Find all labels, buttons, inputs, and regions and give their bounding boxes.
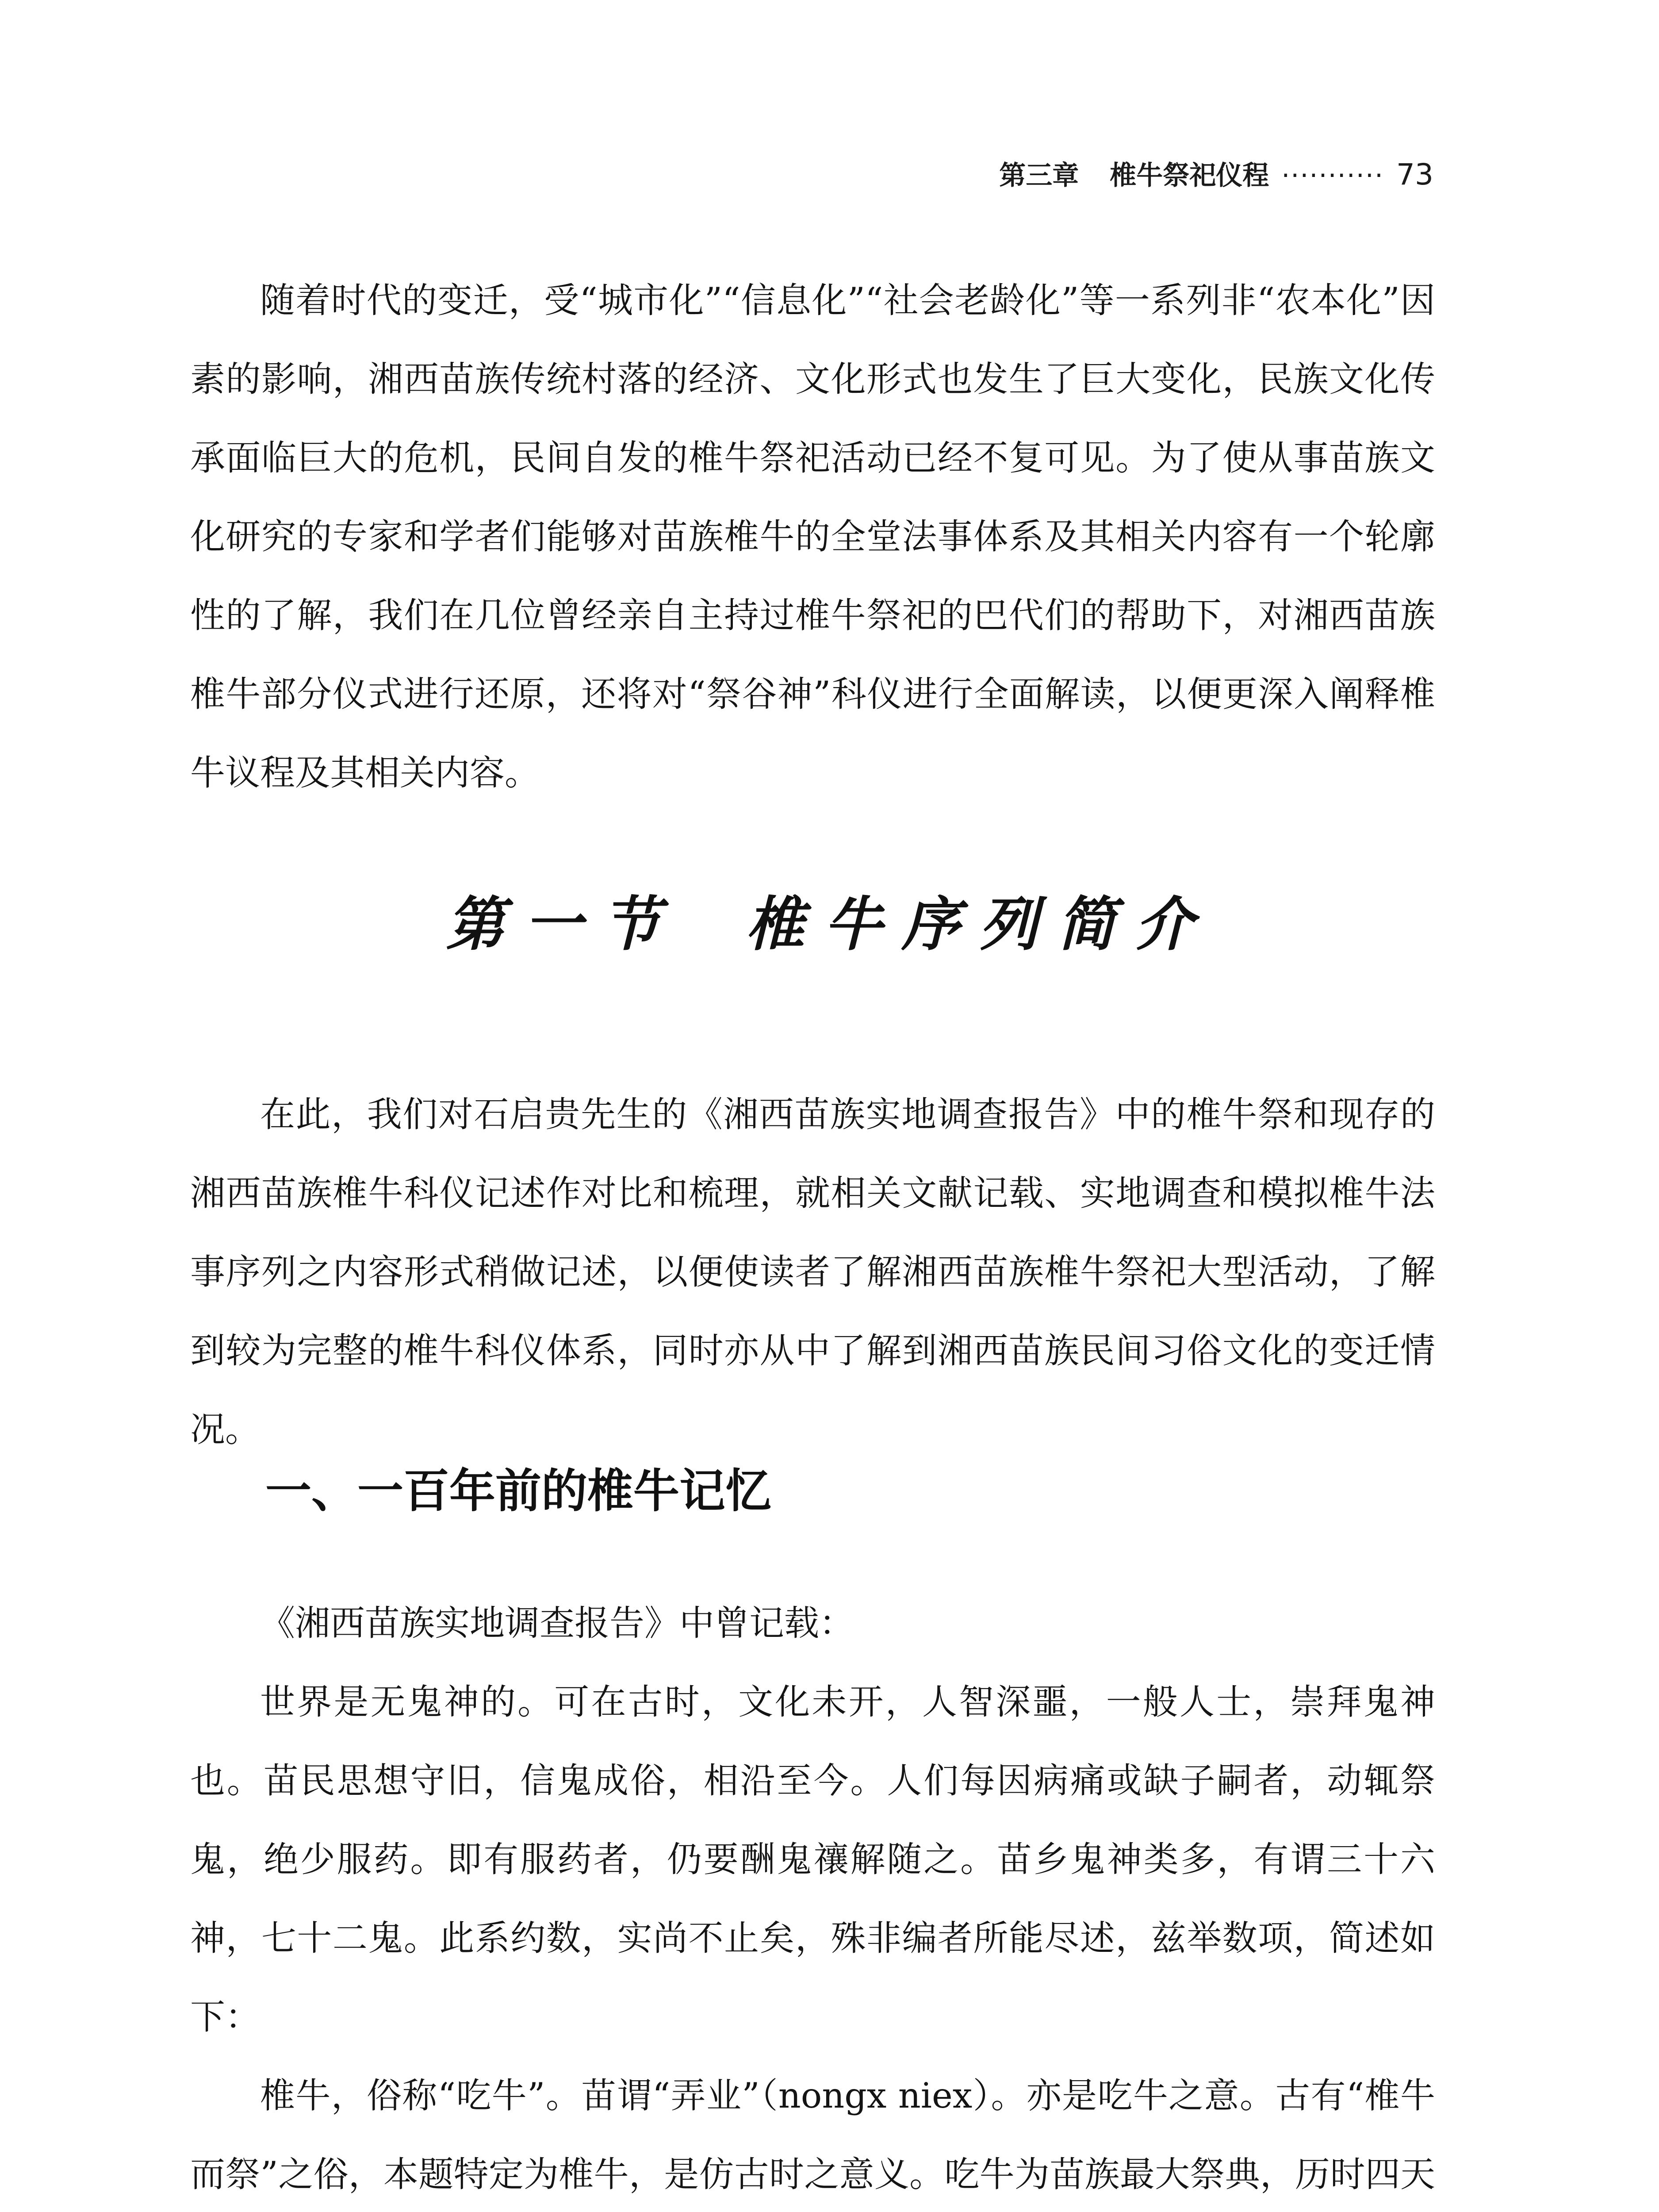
section-paragraph: 在此，我们对石启贵先生的《湘西苗族实地调查报告》中的椎牛祭和现存的湘西苗族椎牛科仪记述作对比和梳理，就相关文献记载、实地调查和模拟椎牛法事序列之内容形式稍做记述，以便使读者了解湘西苗族椎牛祭祀大型活动，了解到较为完整的椎牛科仪体系，同时亦从中了解到湘西苗族民间习俗文化的变迁情况。	[190, 1094, 1435, 1450]
section-intro	[190, 1075, 1435, 1469]
section-heading	[0, 880, 1659, 969]
intro-section	[190, 261, 1435, 812]
section-number: 第一节	[446, 890, 680, 959]
citation-line: 《湘西苗族实地调查报告》中曾记载：	[260, 1603, 854, 1644]
quote-paragraph-2: 椎牛，俗称“吃牛”。苗谓“弄业”（nongx niex）。亦是吃牛之意。古有“椎牛而祭”之俗，本题特定为椎牛，是仿古时之意义。吃牛为苗族最大祭典，历时四天	[190, 2075, 1435, 2195]
page-number: 73	[1396, 157, 1433, 192]
subsection-heading: 一、一百年前的椎牛记忆	[265, 1464, 772, 1518]
intro-paragraph: 随着时代的变迁，受“城市化”“信息化”“社会老龄化”等一系列非“农本化”因素的影响，湘西苗族传统村落的经济、文化形式也发生了巨大变化，民族文化传承面临巨大的危机，民间自发的椎牛祭祀活动已经不复可见。为了使从事苗族文化研究的专家和学者们能够对苗族椎牛的全堂法事体系及其相关内容有一个轮廓性的了解，我们在几位曾经亲自主持过椎牛祭祀的巴代们的帮助下，对湘西苗族椎牛部分仪式进行还原，还将对“祭谷神”科仪进行全面解读，以便更深入阐释椎牛议程及其相关内容。	[190, 280, 1435, 793]
running-header	[999, 155, 1433, 196]
quote-paragraph-1: 世界是无鬼神的。可在古时，文化未开，人智深噩，一般人士，崇拜鬼神也。苗民思想守旧，信鬼成俗，相沿至今。人们每因病痛或缺子嗣者，动辄祭鬼，绝少服药。即有服药者，仍要酬鬼禳解随之。苗乡鬼神类多，有谓三十六神，七十二鬼。此系约数，实尚不止矣，殊非编者所能尽述，兹举数项，简述如下：	[190, 1682, 1435, 2037]
header-chapter-title: 椎牛祭祀仪程	[1110, 160, 1269, 191]
section-title: 椎牛序列简介	[746, 890, 1213, 959]
quoted-report	[190, 1584, 1435, 2212]
header-chapter: 第三章	[999, 160, 1079, 191]
header-leader-dots: ···········	[1281, 160, 1384, 191]
